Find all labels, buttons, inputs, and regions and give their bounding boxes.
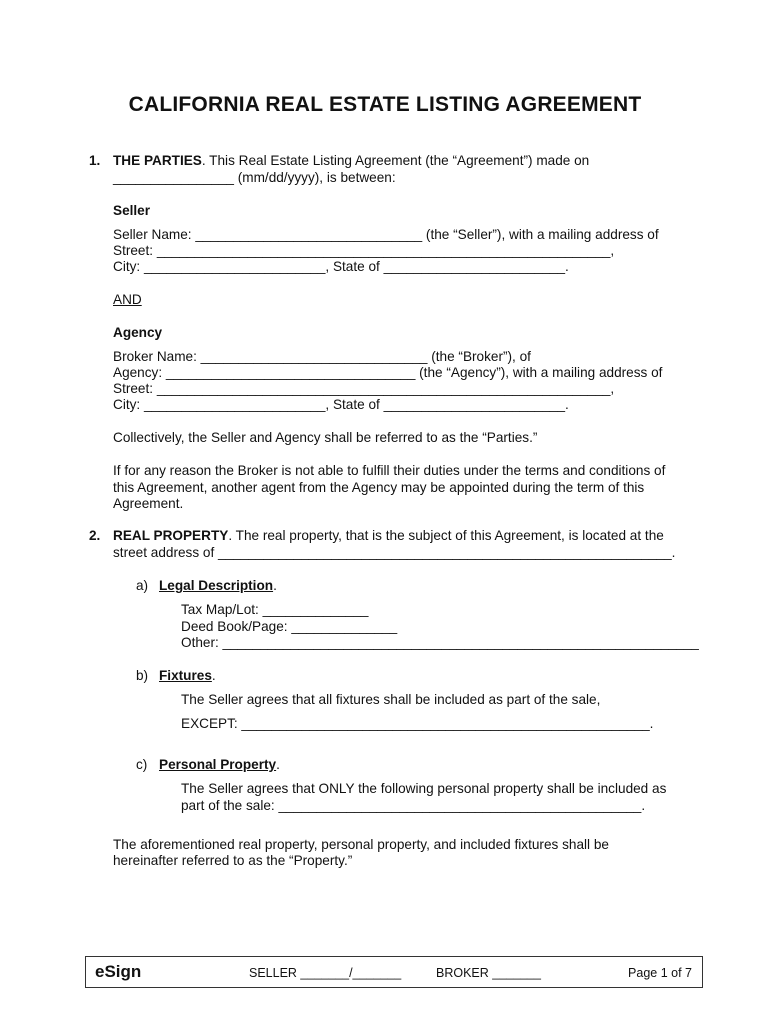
item-b-label: b) [136,668,149,683]
section-2-text: . The real property, that is the subject of this Agreement, is located at the [228,528,664,543]
reason-line-3: Agreement. [113,496,184,511]
tax-map-lot-line: Tax Map/Lot: ______________ [181,602,369,617]
section-1-line-2: ________________ (mm/dd/yyyy), is between: [113,170,396,185]
fixtures-line-1: The Seller agrees that all fixtures shall be included as part of the sale, [181,692,601,707]
footer-broker-initials: BROKER _______ [436,966,541,980]
section-1-text: . This Real Estate Listing Agreement (the “Agreement”) made on [201,153,590,168]
deed-book-page-line: Deed Book/Page: ______________ [181,619,398,634]
seller-heading: Seller [113,203,151,218]
agency-city-line: City: ________________________, State of ________________________. [113,397,569,412]
personal-property-heading: Personal Property [159,757,277,772]
item-a-heading: Legal Description. [159,578,277,593]
fixtures-heading: Fixtures [159,668,212,683]
section-2-line-1 [113,528,664,545]
seller-name-line: Seller Name: ______________________________ (the “Seller”), with a mailing address of [113,227,659,242]
footer-page-number: Page 1 of 7 [628,966,692,980]
document-title: CALIFORNIA REAL ESTATE LISTING AGREEMENT [128,93,642,116]
item-b-heading: Fixtures. [159,668,216,683]
agency-name-line: Agency: _________________________________ (the “Agency”), with a mailing address of [113,365,663,380]
section-1-number: 1. [89,153,101,168]
section-1-line-1 [113,153,589,170]
reason-line-1: If for any reason the Broker is not able to fulfill their duties under the terms and conditions of [113,463,666,478]
item-c-heading: Personal Property. [159,757,280,772]
section-2-number: 2. [89,528,101,543]
seller-street-line: Street: ____________________________________________________________, [113,243,615,258]
personal-property-line-1: The Seller agrees that ONLY the following personal property shall be included as [181,781,667,796]
section-1-heading: THE PARTIES [113,153,202,168]
aforementioned-line-2: hereinafter referred to as the “Property.” [113,853,353,868]
footer-seller-initials: SELLER _______/_______ [249,966,402,980]
agency-heading: Agency [113,325,163,340]
other-line: Other: _______________________________________________________________ [181,635,699,650]
page-footer [85,956,703,988]
item-c-label: c) [136,757,148,772]
agency-street-line: Street: ____________________________________________________________, [113,381,615,396]
and-divider-text: AND [113,292,142,307]
broker-name-line: Broker Name: ______________________________ (the “Broker”), of [113,349,531,364]
legal-description-heading: Legal Description [159,578,274,593]
aforementioned-line-1: The aforementioned real property, personal property, and included fixtures shall be [113,837,609,852]
seller-city-line: City: ________________________, State of ________________________. [113,259,569,274]
reason-line-2: this Agreement, another agent from the Agency may be appointed during the term of this [113,480,645,495]
collectively-paragraph: Collectively, the Seller and Agency shall be referred to as the “Parties.” [113,430,538,445]
item-a-label: a) [136,578,149,593]
section-2-line-2: street address of ____________________________________________________________. [113,545,676,560]
fixtures-except-line: EXCEPT: ______________________________________________________. [181,716,654,731]
personal-property-line-2: part of the sale: ________________________________________________. [181,798,646,813]
esign-logo: eSign [95,962,142,981]
section-2-heading: REAL PROPERTY [113,528,229,543]
